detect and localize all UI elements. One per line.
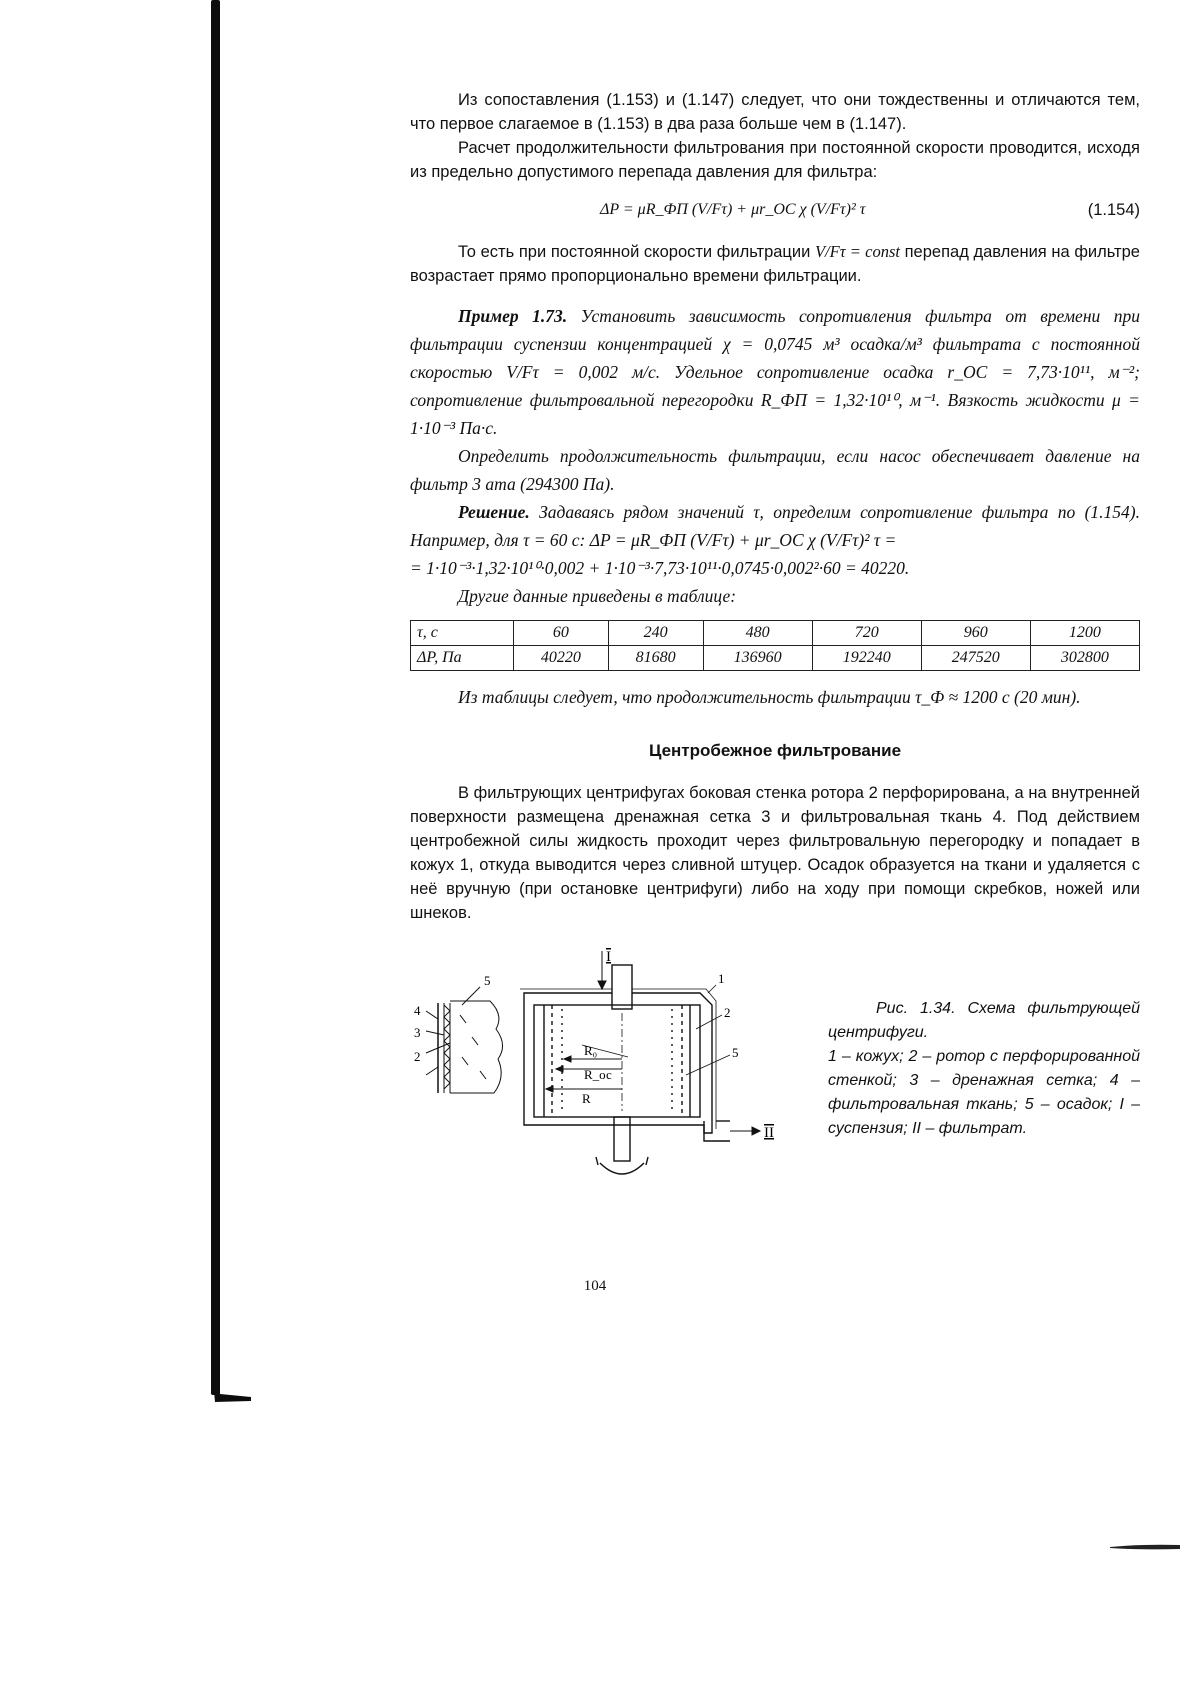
table-cell: 40220 — [514, 646, 609, 671]
caption-title: Рис. 1.34. Схема фильтрующей центрифуги. — [828, 1000, 1140, 1041]
leader-lines — [686, 985, 730, 1075]
table-row — [411, 646, 1140, 671]
table-cell: 247520 — [921, 646, 1030, 671]
section-paragraph: В фильтрующих центрифугах боковая стенка ротора 2 перфорирована, а на внутренней поверхности размещена дренажная сетка 3 и фильтровальная ткань 4. Под действием центробежной силы жидкость проходит через фильтровальную перегородку и попадает в кожух 1, откуда выводится через сливной штуцер. Осадок образуется на ткани и удаляется с неё вручную (при остановке центрифуги) либо на ходу при помощи скребков, ножей или шнеков. — [410, 784, 1140, 922]
inlet-arrow — [598, 951, 606, 989]
table-cell: 192240 — [812, 646, 921, 671]
table-cell: 480 — [703, 621, 812, 646]
solution-calculation: = 1·10⁻³·1,32·10¹⁰·0,002 + 1·10⁻³·7,73·10¹¹·0,0745·0,002²·60 = 40220. — [410, 558, 910, 578]
paragraph-duration: Расчет продолжительности фильтрования при постоянной скорости проводится, исходя из предельно допустимого перепада давления для фильтра: — [410, 139, 1140, 181]
part-label-5: 5 — [732, 1045, 739, 1060]
table-cell: 960 — [921, 621, 1030, 646]
table-cell: 60 — [514, 621, 609, 646]
results-table — [410, 620, 1140, 671]
paragraph-text: То есть при постоянной скорости фильтрации — [458, 243, 811, 261]
label-r0: R₀ — [584, 1043, 598, 1058]
solution-statement — [410, 498, 1140, 554]
table-cell: 1200 — [1030, 621, 1139, 646]
page-number: 104 — [583, 1278, 607, 1294]
figure-caption — [828, 997, 1140, 1141]
label-2: 2 — [414, 1049, 421, 1064]
table-cell: 136960 — [703, 646, 812, 671]
example-label: Пример 1.73. — [458, 306, 568, 326]
inline-math: V/Fτ = const — [814, 242, 900, 261]
table-row — [411, 621, 1140, 646]
filter-layers-detail — [426, 987, 503, 1093]
outlet-arrow — [730, 1127, 760, 1135]
paragraph-constant-speed — [410, 240, 1140, 288]
figure-1-34 — [410, 945, 1140, 1215]
conclusion: Из таблицы следует, что продолжительность фильтрации τ_Ф ≈ 1200 с (20 мин). — [458, 687, 1081, 707]
paragraph-comparison: Из сопоставления (1.153) и (1.147) следует, что они тождественны и отличаются тем, что первое слагаемое в (1.153) в два раза больше чем в (1.147). — [410, 91, 1140, 133]
table-cell: 240 — [608, 621, 703, 646]
label-3: 3 — [414, 1025, 421, 1040]
equation-formula: ΔP = μR_ФП (V/Fτ) + μr_ОС χ (V/Fτ)² τ — [600, 201, 866, 218]
solution-text: Задаваясь рядом значений τ, определим сопротивление фильтра по (1.154). Например, для τ = 60 с: ΔP = μR_ФП (V/Fτ) + μr_ОС χ (V/Fτ)² τ = — [410, 502, 1140, 550]
part-label-2: 2 — [724, 1005, 731, 1020]
example-text: Установить зависимость сопротивления фильтра от времени при фильтрации суспензии концентрацией χ = 0,0745 м³ осадка/м³ фильтрата с постоянной скоростью V/Fτ = 0,002 м/с. Удельное сопротивление осадка r_ОС = 7,73·10¹¹, м⁻²; сопротивление фильтровальной перегородки R_ФП = 1,32·10¹⁰, м⁻¹. Вязкость жидкости μ = 1·10⁻³ Па·с. — [410, 306, 1140, 438]
centrifuge-diagram — [400, 945, 820, 1215]
label-5: 5 — [484, 973, 491, 988]
part-label-1: 1 — [718, 971, 725, 986]
inlet-label: I — [606, 949, 611, 965]
equation-1-154 — [410, 190, 1140, 232]
section-title: Центробежное фильтрование — [648, 741, 902, 760]
table-row-header: τ, с — [411, 621, 514, 646]
equation-number: (1.154) — [1087, 201, 1140, 219]
example-statement — [410, 302, 1140, 442]
outlet-label: II — [764, 1125, 774, 1141]
scan-binding-edge — [211, 0, 220, 1395]
example-task: Определить продолжительность фильтрации, если насос обеспечивает давление на фильтр 3 ата (294300 Па). — [410, 446, 1140, 494]
solution-label: Решение. — [458, 502, 530, 522]
document-page — [410, 88, 1140, 1215]
table-row-header: ΔP, Па — [411, 646, 514, 671]
table-cell: 302800 — [1030, 646, 1139, 671]
table-intro: Другие данные приведены в таблице: — [458, 586, 737, 606]
scan-artifact — [1110, 1544, 1180, 1550]
table-cell: 81680 — [608, 646, 703, 671]
caption-legend: 1 – кожух; 2 – ротор с перфорированной стенкой; 3 – дренажная сетка; 4 – фильтровальная ткань; 5 – осадок; I – суспензия; II – фильтрат. — [828, 1048, 1140, 1137]
table-cell: 720 — [812, 621, 921, 646]
label-r: R — [582, 1091, 591, 1106]
paragraph-text: перепад давления на фильтре возрастает прямо пропорционально времени фильтрации. — [410, 243, 1140, 285]
label-roc: R_ос — [584, 1067, 612, 1082]
scan-binding-hook — [207, 1380, 251, 1404]
label-4: 4 — [414, 1003, 421, 1018]
